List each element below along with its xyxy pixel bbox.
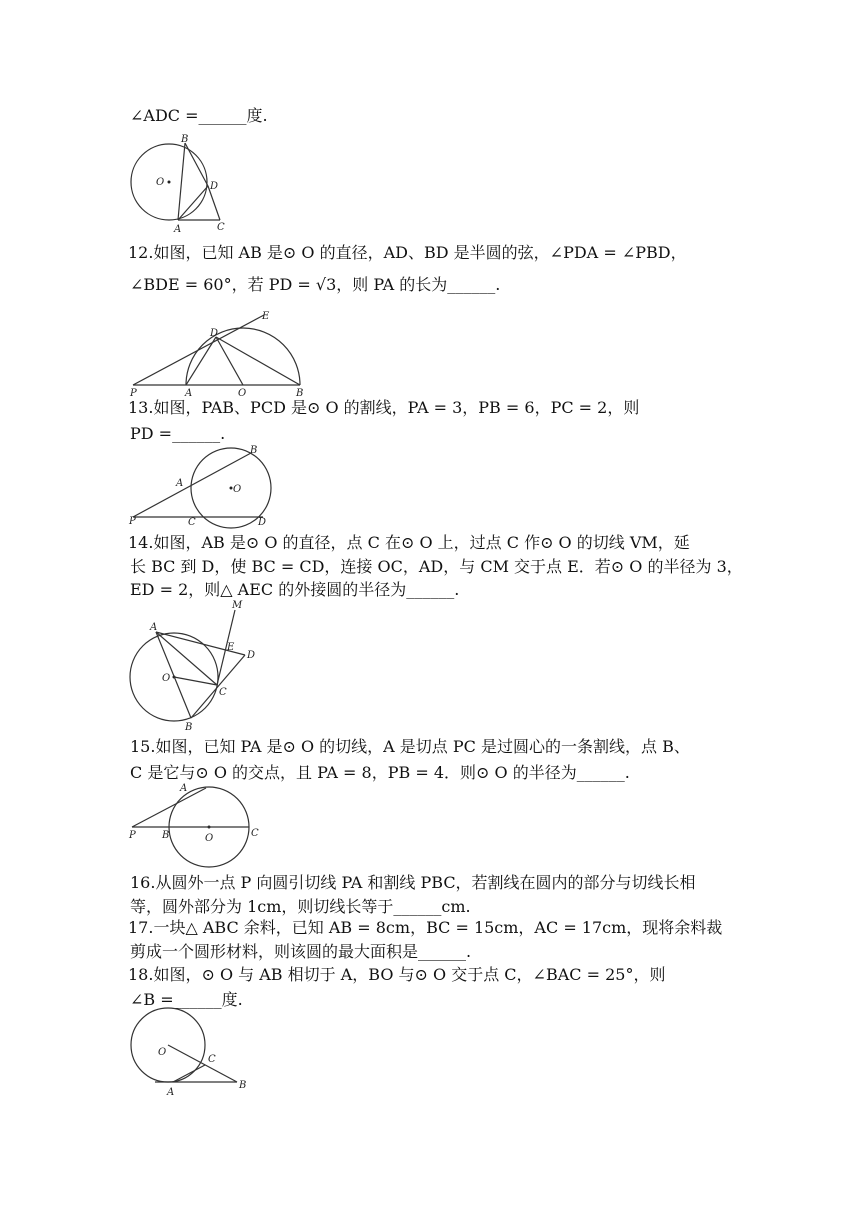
figure-12 — [128, 308, 318, 398]
fig13-label-P: P — [129, 516, 136, 527]
fig12-label-B: B — [296, 388, 304, 399]
fig12-label-A: A — [185, 388, 193, 399]
fig11-seg-BA — [178, 143, 185, 220]
fig15-label-P: P — [129, 830, 136, 841]
fig15-label-O: O — [205, 833, 214, 844]
q17-line2: 剪成一个圆形材料，则该圆的最大面积是______. — [130, 942, 472, 961]
q18-line2: ∠B =______度. — [130, 990, 243, 1009]
fig18-label-B: B — [239, 1080, 247, 1091]
figure-15 — [126, 780, 271, 870]
fig15-label-B: B — [162, 830, 170, 841]
fig13-label-D: D — [258, 517, 267, 528]
q17-line1: 17.一块△ ABC 余料，已知 AB = 8cm，BC = 15cm，AC = 17cm，现将余料裁 — [128, 918, 723, 937]
q14-line3: ED = 2，则△ AEC 的外接圆的半径为______. — [130, 580, 460, 599]
figure-14 — [125, 600, 265, 735]
fig18-seg-AC — [173, 1065, 205, 1082]
fig11-center-dot — [168, 181, 171, 184]
fig18-label-C: C — [208, 1054, 216, 1065]
q16-line2: 等，圆外部分为 1cm，则切线长等于______cm. — [130, 897, 471, 916]
fig18-seg-OB — [168, 1045, 237, 1082]
q13-line1: 13.如图，PAB、PCD 是⊙ O 的割线，PA = 3，PB = 6，PC = 2，则 — [128, 398, 640, 417]
fig12-label-E: E — [262, 311, 270, 322]
fig14-label-M: M — [232, 600, 243, 611]
figure-11 — [125, 133, 235, 233]
fig11-label-B: B — [181, 134, 189, 145]
q15-line2: C 是它与⊙ O 的交点，且 PA = 8，PB = 4．则⊙ O 的半径为______. — [130, 763, 630, 782]
fig18-label-A: A — [167, 1087, 175, 1098]
q15-line1: 15.如图，已知 PA 是⊙ O 的切线，A 是切点 PC 是过圆心的一条割线，点 B、 — [130, 737, 690, 756]
fig11-label-C: C — [217, 222, 225, 233]
fig14-label-A: A — [150, 622, 158, 633]
fig15-label-A: A — [180, 783, 188, 794]
fig12-label-O: O — [238, 388, 247, 399]
fig14-label-B: B — [185, 722, 193, 733]
fig13-label-C: C — [188, 517, 196, 528]
fig13-label-A: A — [176, 478, 184, 489]
figure-13 — [127, 441, 277, 531]
fig14-label-C: C — [219, 687, 227, 698]
figure-18 — [125, 1008, 255, 1098]
fig14-seg-BD — [191, 655, 245, 718]
q18-line1: 18.如图，⊙ O 与 AB 相切于 A，BO 与⊙ O 交于点 C，∠BAC = 25°，则 — [128, 965, 666, 984]
q13-line2: PD =______. — [130, 424, 226, 443]
fig11-seg-BD — [185, 143, 208, 186]
fig13-label-B: B — [250, 445, 258, 456]
fig14-seg-OC — [174, 677, 217, 685]
fig11-label-A: A — [174, 224, 182, 235]
q11-line1: ∠ADC =______度. — [130, 106, 268, 125]
q14-line2: 长 BC 到 D，使 BC = CD，连接 OC，AD，与 CM 交于点 E．若⊙ O 的半径为 3， — [130, 557, 743, 576]
q16-line1: 16.从圆外一点 P 向圆引切线 PA 和割线 PBC，若割线在圆内的部分与切线长相 — [130, 873, 696, 892]
fig14-label-D: D — [247, 650, 256, 661]
fig14-label-E: E — [227, 642, 235, 653]
fig12-seg-DB — [216, 337, 300, 385]
fig12-label-P: P — [130, 388, 137, 399]
fig11-label-O: O — [156, 177, 165, 188]
fig12-label-D: D — [210, 328, 219, 339]
fig12-seg-PE — [133, 315, 264, 385]
fig11-label-D: D — [210, 181, 219, 192]
q12-line1: 12.如图，已知 AB 是⊙ O 的直径，AD、BD 是半圆的弦，∠PDA = ∠PBD， — [128, 243, 687, 262]
q12-line2: ∠BDE = 60°，若 PD = √3，则 PA 的长为______. — [130, 275, 501, 294]
fig15-label-C: C — [251, 828, 259, 839]
fig14-label-O: O — [162, 673, 171, 684]
fig13-label-O: O — [233, 484, 242, 495]
fig18-label-O: O — [158, 1047, 167, 1058]
q14-line1: 14.如图，AB 是⊙ O 的直径，点 C 在⊙ O 上，过点 C 作⊙ O 的切线 VM，延 — [128, 533, 690, 552]
fig11-seg-AD — [178, 186, 208, 220]
